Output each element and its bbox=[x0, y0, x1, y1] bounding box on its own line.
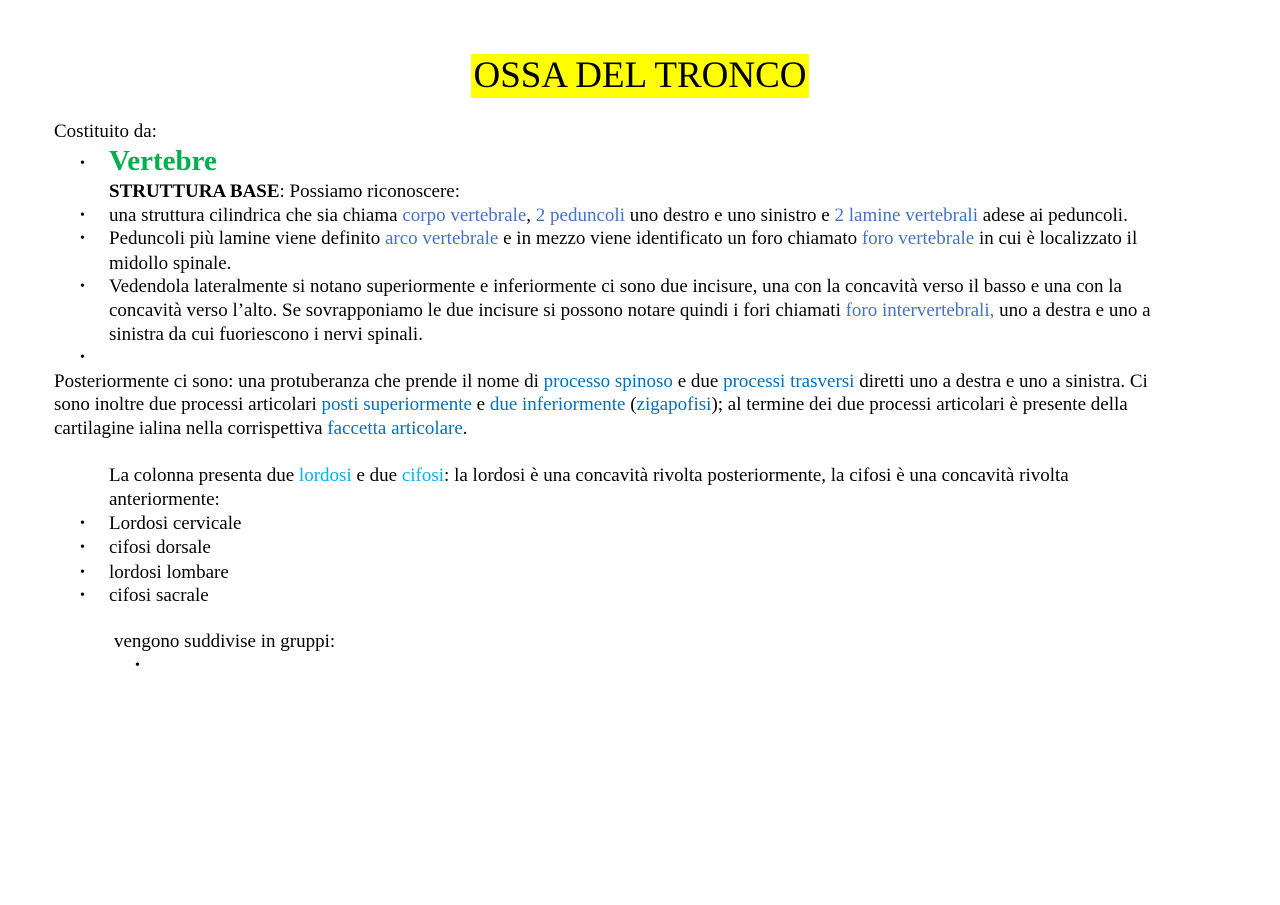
text-span: e bbox=[471, 394, 490, 415]
text-span: diretti uno a destra e uno a sinistra. Ci bbox=[854, 371, 1148, 392]
colonna-line-1 bbox=[109, 464, 1069, 488]
term-faccetta-articolare: faccetta articolare bbox=[327, 418, 463, 439]
bullet-empty: • bbox=[135, 658, 140, 673]
term-corpo-vertebrale: corpo vertebrale bbox=[402, 205, 527, 226]
term-posti-superiormente: posti superiormente bbox=[321, 394, 472, 415]
curve-item: cifosi sacrale bbox=[109, 585, 209, 606]
text-span: in cui è localizzato il bbox=[974, 228, 1138, 249]
text-span: ); al termine dei due processi articolari è presente della bbox=[711, 394, 1128, 415]
term-zigapofisi: zigapofisi bbox=[636, 394, 712, 415]
term-arco-vertebrale: arco vertebrale bbox=[384, 228, 499, 249]
bullet-item-3-line-1: Vedendola lateralmente si notano superiormente e inferiormente ci sono due incisure, una con la concavità verso il basso e una con la bbox=[109, 276, 1122, 297]
struttura-base-text: : Possiamo riconoscere: bbox=[279, 181, 460, 202]
text-span: adese ai peduncoli. bbox=[978, 205, 1128, 226]
bullet: • bbox=[80, 516, 85, 531]
term-cifosi: cifosi bbox=[401, 465, 445, 486]
text-span: . bbox=[462, 418, 468, 439]
text-span: concavità verso l’alto. Se sovrapponiamo le due incisure si possono notare quindi i fori chiamati bbox=[109, 300, 846, 321]
term-peduncoli: 2 peduncoli bbox=[535, 205, 625, 226]
term-foro-intervertebrali: foro intervertebrali, bbox=[845, 300, 995, 321]
bullet: • bbox=[80, 156, 85, 171]
bullet-item-3-line-2 bbox=[109, 299, 1151, 323]
bullet-item-2 bbox=[109, 227, 1137, 251]
curve-item: lordosi lombare bbox=[109, 562, 229, 583]
text-span: ( bbox=[625, 394, 637, 415]
bullet-item-3-line-3: sinistra da cui fuoriescono i nervi spinali. bbox=[109, 324, 423, 345]
term-processi-trasversi: processi trasversi bbox=[723, 371, 855, 392]
page-title: OSSA DEL TRONCO bbox=[473, 55, 807, 96]
curve-item: Lordosi cervicale bbox=[109, 513, 242, 534]
bullet: • bbox=[80, 540, 85, 555]
term-lordosi: lordosi bbox=[298, 465, 352, 486]
section-heading-vertebre: Vertebre bbox=[109, 145, 217, 177]
text-span: La colonna presenta due bbox=[109, 465, 299, 486]
text-span: , bbox=[526, 205, 536, 226]
struttura-base-line bbox=[109, 180, 460, 204]
bullet: • bbox=[80, 588, 85, 603]
struttura-base-label: STRUTTURA BASE bbox=[109, 181, 280, 202]
posterior-line-3 bbox=[54, 417, 468, 441]
title-container bbox=[0, 54, 1280, 98]
bullet: • bbox=[80, 279, 85, 294]
term-due-inferiormente: due inferiormente bbox=[489, 394, 626, 415]
posterior-line-1 bbox=[54, 370, 1148, 394]
colonna-line-2: anteriormente: bbox=[109, 489, 220, 510]
term-lamine-vertebrali: 2 lamine vertebrali bbox=[834, 205, 978, 226]
bullet: • bbox=[80, 208, 85, 223]
text-span: Peduncoli più lamine viene definito bbox=[109, 228, 385, 249]
text-span: e due bbox=[351, 465, 402, 486]
text-span: : la lordosi è una concavità rivolta posteriormente, la cifosi è una concavità rivolta bbox=[444, 465, 1069, 486]
text-span: e in mezzo viene identificato un foro chiamato bbox=[498, 228, 862, 249]
bullet-item-2-cont: midollo spinale. bbox=[109, 253, 232, 274]
posterior-line-2 bbox=[54, 393, 1128, 417]
gruppi-text: vengono suddivise in gruppi: bbox=[114, 631, 336, 652]
text-span: cartilagine ialina nella corrispettiva bbox=[54, 418, 328, 439]
bullet-empty: • bbox=[80, 350, 85, 365]
bullet-item-1 bbox=[109, 204, 1128, 228]
text-span: e due bbox=[672, 371, 724, 392]
text-span: Posteriormente ci sono: una protuberanza che prende il nome di bbox=[54, 371, 544, 392]
term-processo-spinoso: processo spinoso bbox=[543, 371, 673, 392]
text-span: uno destro e uno sinistro e bbox=[624, 205, 835, 226]
term-foro-vertebrale: foro vertebrale bbox=[861, 228, 975, 249]
bullet: • bbox=[80, 231, 85, 246]
text-span: una struttura cilindrica che sia chiama bbox=[109, 205, 403, 226]
curve-item: cifosi dorsale bbox=[109, 537, 211, 558]
bullet: • bbox=[80, 565, 85, 580]
intro-text: Costituito da: bbox=[54, 121, 157, 142]
text-span: uno a destra e uno a bbox=[994, 300, 1151, 321]
text-span: sono inoltre due processi articolari bbox=[54, 394, 322, 415]
